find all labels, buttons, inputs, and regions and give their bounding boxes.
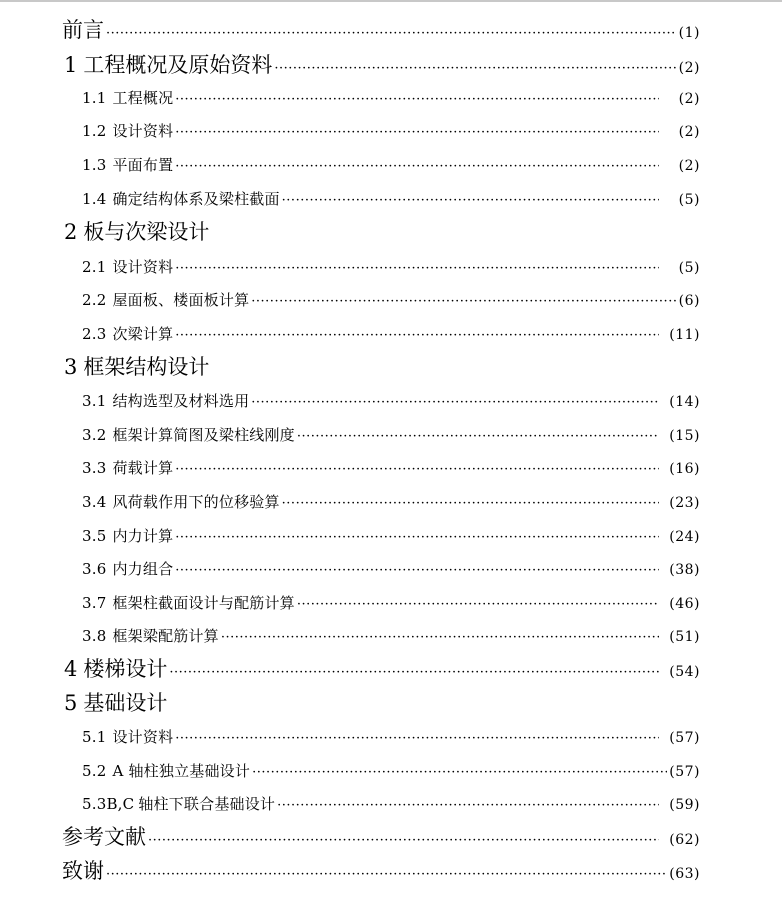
toc-entry-title: 轴柱下联合基础设计	[138, 795, 276, 813]
toc-entry-title: 工程概况	[112, 89, 174, 107]
dot-leader	[251, 395, 659, 410]
toc-entry-number: 5	[64, 691, 78, 715]
toc-entry-section-3-6[interactable]	[82, 558, 700, 579]
dot-leader	[274, 61, 676, 76]
toc-entry-page: ( 15 )	[669, 428, 700, 444]
dot-leader	[175, 92, 658, 107]
toc-entry-section-5-1[interactable]	[82, 726, 700, 747]
toc-entry-section-1-1[interactable]	[82, 87, 700, 108]
toc-entry-number: 1	[64, 53, 78, 77]
toc-entry-section-1-4[interactable]	[82, 188, 700, 209]
toc-entry-title: 设计资料	[112, 258, 174, 276]
toc-entry-page: ( 51 )	[669, 629, 700, 645]
toc-entry-number: 5.3B,C	[82, 795, 135, 813]
dot-leader	[282, 193, 659, 208]
toc-entry-chapter-1[interactable]	[64, 49, 700, 79]
dot-leader	[169, 665, 659, 680]
toc-entry-page: ( 57 )	[669, 730, 700, 746]
toc-entry-title: 风荷载作用下的位移验算	[112, 493, 280, 511]
toc-entry-section-3-3[interactable]	[82, 457, 700, 478]
toc-entry-page: ( 2 )	[679, 60, 700, 76]
toc-entry-page: ( 1 )	[679, 25, 700, 41]
toc-entry-section-1-2[interactable]	[82, 120, 700, 141]
dot-leader	[277, 798, 659, 813]
toc-entry-number: 1.2	[82, 122, 107, 140]
toc-entry-title: 前言	[62, 18, 104, 42]
toc-entry-title: 结构选型及材料选用	[112, 392, 250, 410]
dot-leader	[297, 429, 659, 444]
dot-leader	[282, 496, 660, 511]
toc-entry-title: 楼梯设计	[83, 657, 168, 681]
toc-entry-number: 1.3	[82, 156, 107, 174]
toc-entry-page: ( 2 )	[679, 158, 700, 174]
toc-entry-section-3-8[interactable]	[82, 625, 700, 646]
toc-entry-title: 平面布置	[112, 156, 174, 174]
toc-entry-number: 1.1	[82, 89, 107, 107]
toc-entry-section-3-2[interactable]	[82, 424, 700, 445]
dot-leader	[175, 530, 659, 545]
toc-entry-chapter-2[interactable]	[64, 216, 209, 246]
toc-entry-title: 次梁计算	[112, 325, 174, 343]
toc-entry-page: ( 2 )	[679, 124, 700, 140]
toc-entry-title: 框架结构设计	[83, 355, 210, 379]
toc-entry-number: 3.8	[82, 627, 107, 645]
dot-leader	[297, 597, 659, 612]
toc-entry-number: 3.1	[82, 392, 107, 410]
toc-entry-number: 2.1	[82, 258, 107, 276]
toc-entry-number: 3.4	[82, 493, 107, 511]
toc-entry-preface[interactable]	[62, 14, 700, 44]
toc-entry-title: 致谢	[62, 859, 104, 883]
toc-entry-section-3-4[interactable]	[82, 491, 700, 512]
dot-leader	[175, 125, 658, 140]
dot-leader	[175, 731, 659, 746]
toc-entry-page: ( 2 )	[679, 91, 700, 107]
dot-leader	[175, 159, 658, 174]
toc-entry-chapter-5[interactable]	[64, 687, 167, 717]
dot-leader	[252, 765, 667, 780]
toc-entry-section-2-2[interactable]	[82, 289, 700, 310]
toc-entry-page: ( 5 )	[679, 192, 700, 208]
toc-entry-title: 设计资料	[112, 122, 174, 140]
toc-entry-number: 1.4	[82, 190, 107, 208]
toc-entry-number: 3	[64, 355, 78, 379]
toc-entry-page: ( 23 )	[669, 495, 700, 511]
toc-entry-number: 5.2	[82, 762, 107, 780]
toc-entry-number: 3.5	[82, 527, 107, 545]
toc-entry-number: 3.2	[82, 426, 107, 444]
toc-entry-section-3-5[interactable]	[82, 525, 700, 546]
toc-entry-section-5-2[interactable]	[82, 760, 700, 781]
toc-entry-page: ( 46 )	[669, 596, 700, 612]
toc-entry-page: ( 54 )	[669, 664, 700, 680]
toc-entry-title: 确定结构体系及梁柱截面	[112, 190, 280, 208]
toc-entry-number: 3.3	[82, 459, 107, 477]
toc-entry-references[interactable]	[62, 821, 700, 851]
toc-entry-page: ( 24 )	[669, 529, 700, 545]
toc-entry-number: 5.1	[82, 728, 107, 746]
toc-entry-number: 2	[64, 220, 78, 244]
toc-entry-title: 参考文献	[62, 825, 146, 849]
toc-entry-page: ( 63 )	[669, 866, 700, 882]
toc-entry-chapter-4[interactable]	[64, 653, 700, 683]
toc-entry-title: 框架计算简图及梁柱线刚度	[112, 426, 295, 444]
toc-entry-section-1-3[interactable]	[82, 154, 700, 175]
toc-entry-section-3-7[interactable]	[82, 592, 700, 613]
dot-leader	[175, 328, 659, 343]
toc-entry-title: A 轴柱独立基础设计	[112, 762, 251, 780]
toc-entry-number: 2.2	[82, 291, 107, 309]
toc-entry-title: 屋面板、楼面板计算	[112, 291, 250, 309]
toc-entry-page: ( 57 )	[669, 764, 700, 780]
toc-entry-number: 3.7	[82, 594, 107, 612]
toc-entry-title: 框架梁配筋计算	[112, 627, 219, 645]
dot-leader	[106, 867, 667, 882]
dot-leader	[175, 462, 659, 477]
toc-entry-page: ( 14 )	[669, 394, 700, 410]
toc-entry-section-2-1[interactable]	[82, 256, 700, 277]
toc-entry-section-3-1[interactable]	[82, 390, 700, 411]
toc-entry-page: ( 62 )	[669, 832, 700, 848]
toc-entry-title: 板与次梁设计	[83, 220, 210, 244]
toc-entry-number: 4	[64, 657, 78, 681]
toc-entry-page: ( 6 )	[679, 293, 700, 309]
toc-entry-page: ( 11 )	[669, 327, 700, 343]
toc-entry-page: ( 5 )	[679, 260, 700, 276]
toc-entry-title: 框架柱截面设计与配筋计算	[112, 594, 295, 612]
toc-entry-title: 内力组合	[112, 560, 174, 578]
toc-entry-page: ( 16 )	[669, 461, 700, 477]
dot-leader	[221, 630, 659, 645]
toc-entry-acknowledgements[interactable]	[62, 855, 700, 885]
dot-leader	[106, 26, 677, 41]
dot-leader	[175, 563, 659, 578]
toc-entry-section-2-3[interactable]	[82, 323, 700, 344]
toc-entry-section-5-3[interactable]	[82, 793, 700, 814]
dot-leader	[175, 261, 658, 276]
toc-entry-page: ( 59 )	[669, 797, 700, 813]
dot-leader	[251, 294, 676, 309]
toc-entry-chapter-3[interactable]	[64, 351, 209, 381]
toc-entry-title: 基础设计	[83, 691, 168, 715]
toc-entry-title: 荷载计算	[112, 459, 174, 477]
toc-entry-number: 2.3	[82, 325, 107, 343]
toc-entry-title: 设计资料	[112, 728, 174, 746]
toc-entry-title: 内力计算	[112, 527, 174, 545]
toc-entry-page: ( 38 )	[669, 562, 700, 578]
toc-entry-number: 3.6	[82, 560, 107, 578]
toc-entry-title: 工程概况及原始资料	[83, 53, 273, 77]
dot-leader	[148, 833, 659, 848]
